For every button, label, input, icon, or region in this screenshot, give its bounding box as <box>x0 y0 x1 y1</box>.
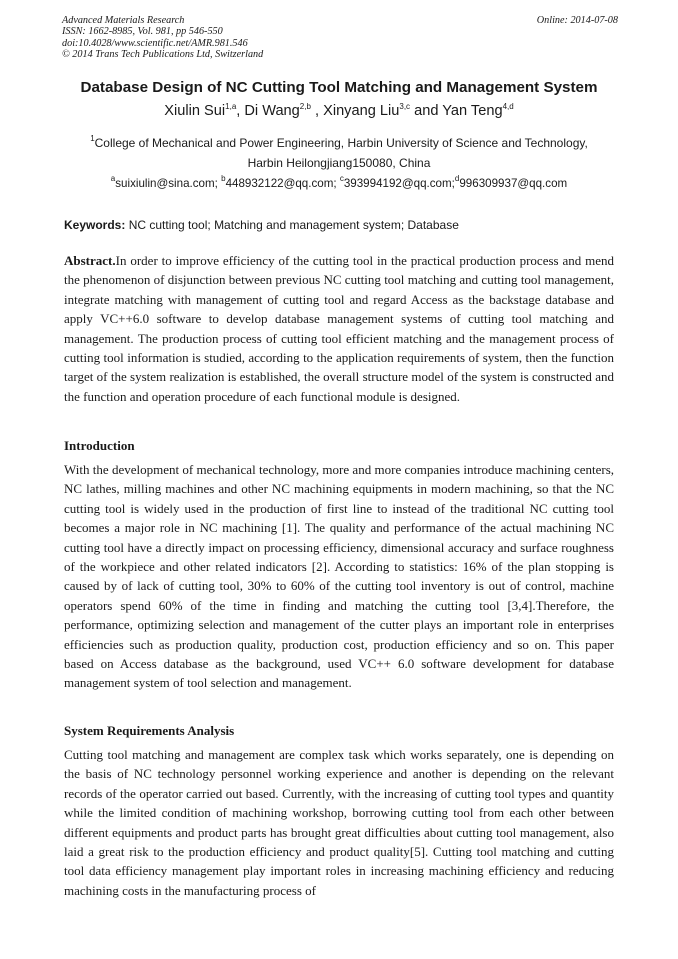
issn-line: ISSN: 1662-8985, Vol. 981, pp 546-550 <box>62 26 223 38</box>
author-list: Xiulin Sui$^{1,a}$, Di Wang$^{2,b}$ , Xinyang Liu$^{3,c}$ and Yan Teng$^{4,d}$ <box>164 102 514 119</box>
keywords <box>64 218 616 232</box>
section-heading-system-requirements: System Requirements Analysis <box>64 723 235 738</box>
author-sup: 3,c <box>399 102 411 111</box>
keywords-text: NC cutting tool; Matching and management system; Database <box>125 218 459 232</box>
email-link[interactable]: 996309937@qq.com <box>459 177 568 190</box>
affiliation-line-2: Harbin Heilongjiang150080, China <box>247 156 431 170</box>
affiliation-line-1: College of Mechanical and Power Engineering, Harbin University of Science and Technology, <box>94 136 588 150</box>
email-link[interactable]: 393994192@qq.com <box>343 177 452 190</box>
online-date: Online: 2014-07-08 <box>536 15 618 26</box>
author-name: Xinyang Liu <box>323 103 400 119</box>
keywords-label: Keywords: <box>64 218 126 232</box>
author-sup: 4,d <box>502 102 514 111</box>
copyright-line: © 2014 Trans Tech Publications Ltd, Switzerland <box>62 49 264 61</box>
author-sup: 1,a <box>225 102 237 111</box>
introduction-text: With the development of mechanical technology, more and more companies introduce machining centers, NC lathes, milling machines and other NC machining equipments in modern machining, so that the NC cutting tool is widely used in the production of first line to instead of the traditional NC cutting tool becomes a major role in NC machining [1]. The quality and performance of the actual machining NC cutting tool have a directly impact on processing efficiency, dimensional accuracy and surface roughness of the workpiece and other related indicators [2]. According to statistics: 16% of the plan stopping is caused by of lack of cutting tool, 30% to 60% of the cutting tool inventory is out of control, machine operators spend 60% of the time in finding and matching the cutting tool [3,4].Therefore, the performance, optimizing selection and management of the cutter plays an important role in enterprises efficiencies such as production quality, production cost, production efficiency and so on. This paper based on Access database as the background, used VC++ 6.0 software development for database management system of tool selection and management. <box>64 462 614 691</box>
author-name: Yan Teng <box>442 103 503 119</box>
system-requirements-text: Cutting tool matching and management are complex task which works separately, one is depending on the basis of NC technology personnel working experience and another is depending on the relevant records of the operator carried out based. Currently, with the increasing of cutting tool types and quantity while the limited condition of machining workshop, borrowing cutting tool from each other between different equipments and product parts has brought great difficulties about cutting tool management, also laid a great risk to the production efficiency and product quality[5]. Cutting tool matching and cutting tool data efficiency management play important roles in increasing machining efficiency and reducing machining costs in the manufacturing process of <box>64 747 614 898</box>
affiliation-sup: 1 <box>90 134 95 143</box>
paper-title: Database Design of NC Cutting Tool Matching and Management System <box>80 79 598 96</box>
email-link[interactable]: 448932122@qq.com <box>225 177 334 190</box>
author-sup: 2,b <box>299 102 311 111</box>
email-link[interactable]: suixiulin@sina.com <box>115 177 215 190</box>
journal-header <box>62 15 618 61</box>
journal-name: Advanced Materials Research <box>62 15 185 26</box>
email-list: $^a$suixiulin@sina.com; $^b$448932122@qq.com; $^c$393994192@qq.com;$^d$996309937@qq.com <box>110 174 568 190</box>
section-heading-introduction: Introduction <box>64 438 135 453</box>
abstract-text: In order to improve efficiency of the cutting tool in the practical production process and mend the phenomenon of disjunction between previous NC cutting tool matching and cutting tool management, integrate matching with management of cutting tool and regard Access as the backstage database and apply VC++6.0 software to develop database management systems of cutting tool matching and management. The production process of cutting tool efficient matching and the management process of cutting tool information is studied, according to the application requirements of system, then the function target of the system realization is established, the overall structure model of the system is constructed and the function and operation procedure of each functional module is designed. <box>64 253 614 404</box>
author-name: Di Wang <box>244 103 300 119</box>
doi-line: doi:10.4028/www.scientific.net/AMR.981.546 <box>62 37 248 49</box>
abstract-label: Abstract. <box>64 253 116 268</box>
abstract <box>64 251 614 406</box>
affiliation <box>70 133 608 173</box>
author-name: Xiulin Sui <box>164 103 226 119</box>
